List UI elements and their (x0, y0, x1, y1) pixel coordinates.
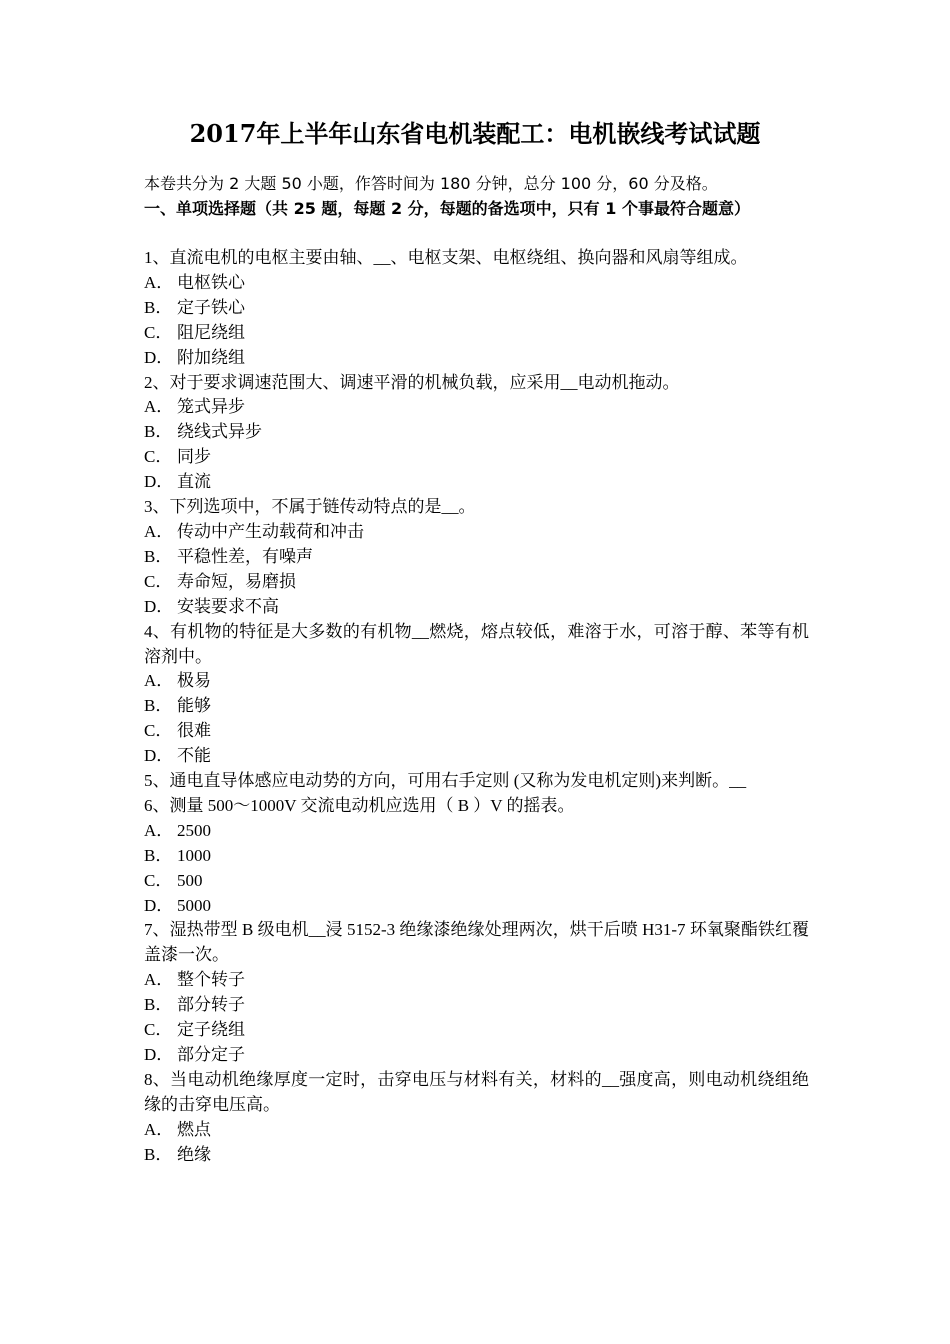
option-label: D． (144, 1045, 174, 1064)
option-text: 直流 (177, 472, 211, 492)
answer-option (144, 470, 809, 495)
option-label: B． (144, 422, 173, 442)
option-label: D． (144, 895, 174, 915)
answer-option (144, 445, 809, 470)
answer-option (144, 271, 809, 296)
question-stem: 8、当电动机绝缘厚度一定时，击穿电压与材料有关，材料的__强度高，则电动机绕组绝缘的击穿电压高。 (144, 1069, 809, 1114)
option-text: 定子铁心 (177, 297, 245, 317)
option-label: D． (144, 472, 174, 492)
question-stem: 3、下列选项中，不属于链传动特点的是__。 (144, 497, 476, 517)
option-text: 极易 (177, 671, 211, 691)
option-text: 很难 (177, 721, 211, 741)
section-heading: 一、单项选择题（共 25 题，每题 2 分，每题的备选项中，只有 1 个事最符合题意） (144, 199, 750, 218)
question-stem: 2、对于要求调速范围大、调速平滑的机械负载，应采用__电动机拖动。 (144, 372, 680, 392)
option-text: 部分定子 (177, 1045, 245, 1064)
answer-option (144, 968, 809, 993)
option-label: C． (144, 1020, 173, 1040)
question-stem: 7、湿热带型 B 级电机__浸 5152-3 绝缘漆绝缘处理两次，烘干后喷 H31-7 环氧聚酯铁红覆盖漆一次。 (144, 920, 809, 965)
option-text: 1000 (177, 845, 211, 865)
option-label: D． (144, 746, 174, 766)
exam-intro: 本卷共分为 2 大题 50 小题，作答时间为 180 分钟，总分 100 分，60 分及格。 (144, 174, 718, 193)
option-text: 阻尼绕组 (177, 322, 245, 342)
option-text: 整个转子 (177, 970, 245, 990)
answer-option (144, 520, 809, 545)
option-label: B． (144, 845, 173, 865)
question-stem: 4、有机物的特征是大多数的有机物__燃烧，熔点较低，难溶于水，可溶于醇、苯等有机溶剂中。 (144, 621, 809, 666)
option-text: 同步 (177, 447, 211, 467)
option-label: D． (144, 596, 174, 616)
option-text: 部分转子 (177, 995, 245, 1015)
question-stem: 6、测量 500～1000V 交流电动机应选用（ B ）V 的摇表。 (144, 795, 575, 815)
option-label: A． (144, 970, 174, 990)
answer-option (144, 296, 809, 321)
answer-option (144, 744, 809, 769)
option-label: C． (144, 870, 173, 890)
answer-option (144, 570, 809, 595)
answer-option (144, 346, 809, 371)
option-label: B． (144, 995, 173, 1015)
answer-option (144, 1018, 809, 1043)
option-label: A． (144, 671, 174, 691)
option-text: 5000 (177, 895, 211, 915)
page-title: 2017年上半年山东省电机装配工：电机嵌线考试试题 (189, 119, 761, 148)
option-label: B． (144, 696, 173, 716)
answer-option (144, 869, 809, 894)
answer-option (144, 420, 809, 445)
answer-option (144, 1118, 809, 1143)
answer-option (144, 819, 809, 844)
question-stem: 5、通电直导体感应电动势的方向，可用右手定则 (又称为发电机定则)来判断。__ (144, 771, 747, 791)
answer-option (144, 545, 809, 570)
option-text: 安装要求不高 (177, 596, 279, 616)
option-text: 绝缘 (177, 1144, 211, 1164)
option-text: 定子绕组 (177, 1020, 245, 1040)
option-text: 电枢铁心 (177, 272, 245, 292)
option-label: C． (144, 322, 173, 342)
option-text: 传动中产生动载荷和冲击 (177, 521, 364, 541)
option-label: A． (144, 1119, 174, 1139)
option-label: C． (144, 571, 173, 591)
answer-option (144, 993, 809, 1018)
answer-option (144, 719, 809, 744)
option-label: A． (144, 521, 174, 541)
option-text: 能够 (177, 696, 211, 716)
option-label: A． (144, 820, 174, 840)
option-label: C． (144, 721, 173, 741)
option-text: 2500 (177, 820, 211, 840)
option-label: B． (144, 1144, 173, 1164)
option-label: B． (144, 297, 173, 317)
question-stem: 1、直流电机的电枢主要由轴、__、电枢支架、电枢绕组、换向器和风扇等组成。 (144, 248, 748, 267)
answer-option (144, 894, 809, 919)
option-label: A． (144, 397, 174, 417)
answer-option (144, 395, 809, 420)
answer-option (144, 669, 809, 694)
answer-option (144, 694, 809, 719)
option-label: A． (144, 272, 174, 292)
question-list (144, 246, 809, 1168)
answer-option (144, 321, 809, 346)
option-text: 寿命短，易磨损 (177, 571, 296, 591)
option-label: D． (144, 347, 174, 367)
option-text: 笼式异步 (177, 397, 245, 417)
answer-option (144, 844, 809, 869)
option-label: C． (144, 447, 173, 467)
option-text: 燃点 (177, 1119, 211, 1139)
option-text: 绕线式异步 (177, 422, 262, 442)
option-text: 附加绕组 (177, 347, 245, 367)
answer-option (144, 595, 809, 620)
option-text: 500 (177, 870, 203, 890)
answer-option (144, 1143, 809, 1168)
option-label: B． (144, 546, 173, 566)
option-text: 平稳性差，有噪声 (177, 546, 313, 566)
option-text: 不能 (177, 746, 211, 766)
answer-option (144, 1043, 809, 1068)
